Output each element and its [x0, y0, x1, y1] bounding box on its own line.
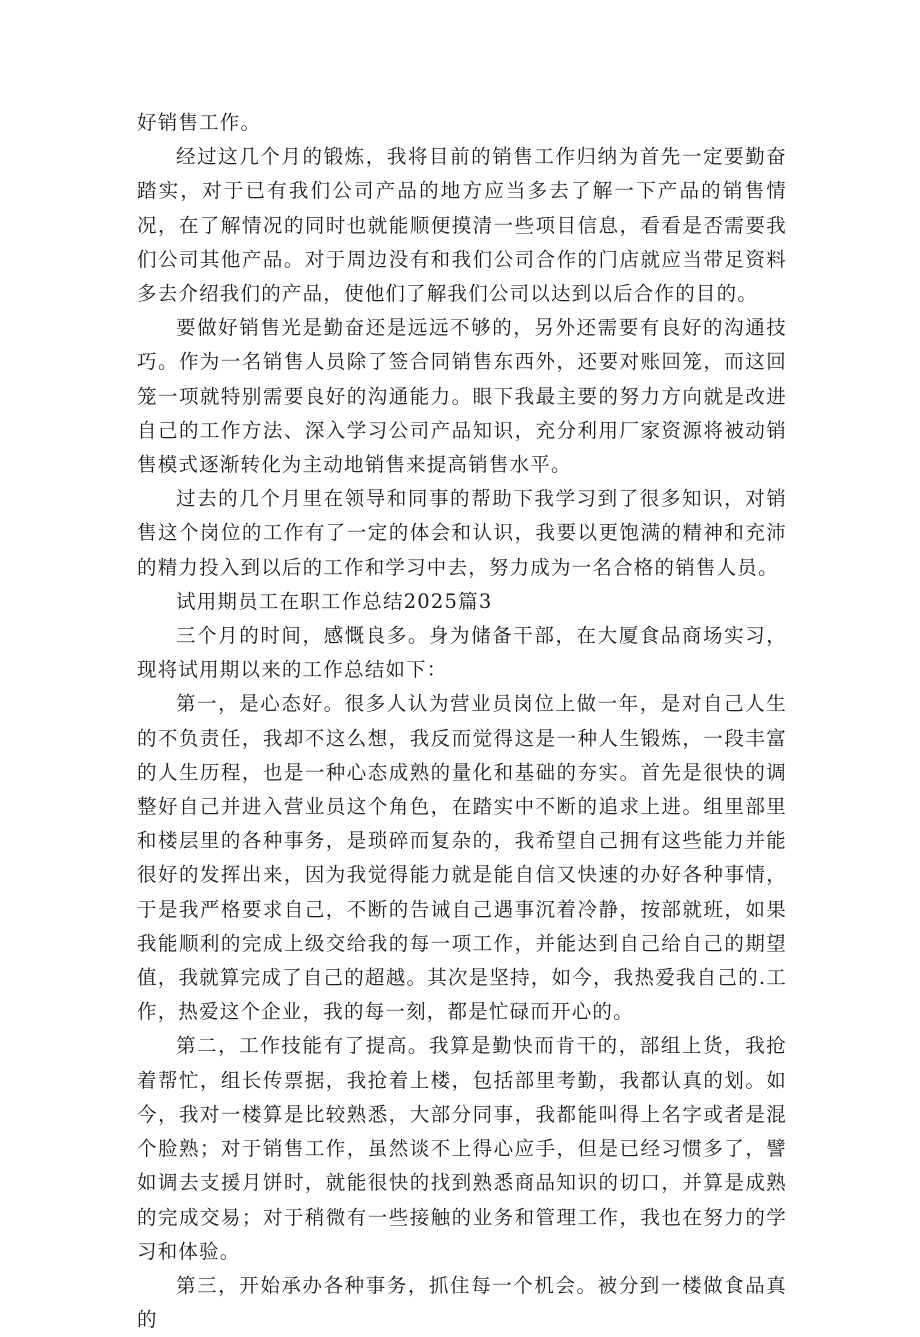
- paragraph-6: 第一，是心态好。很多人认为营业员岗位上做一年，是对自己人生的不负责任，我却不这么想，我反而觉得这是一种人生锻炼，一段丰富的人生历程，也是一种心态成熟的量化和基础的夯实。首先是很快的调整好自己并进入营业员这个角色，在踏实中不断的追求上进。组里部里和楼层里的各种事务，是琐碎而复杂的，我希望自己拥有这些能力并能很好的发挥出来，因为我觉得能力就是能自信又快速的办好各种事情，于是我严格要求自己，不断的告诫自己遇事沉着冷静，按部就班，如果我能顺利的完成上级交给我的每一项工作，并能达到自己给自己的期望值，我就算完成了自己的超越。其次是坚持，如今，我热爱我自己的.工作，热爱这个企业，我的每一刻，都是忙碌而开心的。: [137, 692, 787, 1024]
- paragraph-3: 要做好销售光是勤奋还是远远不够的，另外还需要有良好的沟通技巧。作为一名销售人员除了签合同销售东西外，还要对账回笼，而这回笼一项就特别需要良好的沟通能力。眼下我最主要的努力方向就是改进自己的工作方法、深入学习公司产品知识，充分利用厂家资源将被动销售模式逐渐转化为主动地销售来提高销售水平。: [137, 316, 787, 477]
- paragraph-1: 好销售工作。: [137, 111, 262, 134]
- document-body: [137, 106, 787, 1337]
- section-heading: 试用期员工在职工作总结2025篇3: [176, 589, 493, 613]
- paragraph-4: 过去的几个月里在领导和同事的帮助下我学习到了很多知识，对销售这个岗位的工作有了一定的体会和认识，我要以更饱满的精神和充沛的精力投入到以后的工作和学习中去，努力成为一名合格的销售人员。: [137, 487, 787, 579]
- paragraph-7: 第二，工作技能有了提高。我算是勤快而肯干的，部组上货，我抢着帮忙，组长传票据，我抢着上楼，包括部里考勤，我都认真的划。如今，我对一楼算是比较熟悉，大部分同事，我都能叫得上名字或者是混个脸熟；对于销售工作，虽然谈不上得心应手，但是已经习惯多了，譬如调去支援月饼时，就能很快的找到熟悉商品知识的切口，并算是成熟的完成交易；对于稍微有一些接触的业务和管理工作，我也在努力的学习和体验。: [137, 1034, 787, 1263]
- paragraph-5: 三个月的时间，感慨良多。身为储备干部，在大厦食品商场实习，现将试用期以来的工作总结如下：: [137, 624, 787, 682]
- paragraph-8: 第三，开始承办各种事务，抓住每一个机会。被分到一楼做食品真的: [137, 1273, 787, 1332]
- paragraph-2: 经过这几个月的锻炼，我将目前的销售工作归纳为首先一定要勤奋踏实，对于已有我们公司产品的地方应当多去了解一下产品的销售情况，在了解情况的同时也就能顺便摸清一些项目信息，看看是否需要我们公司其他产品。对于周边没有和我们公司合作的门店就应当带足资料多去介绍我们的产品，使他们了解我们公司以达到以后合作的目的。: [137, 145, 787, 306]
